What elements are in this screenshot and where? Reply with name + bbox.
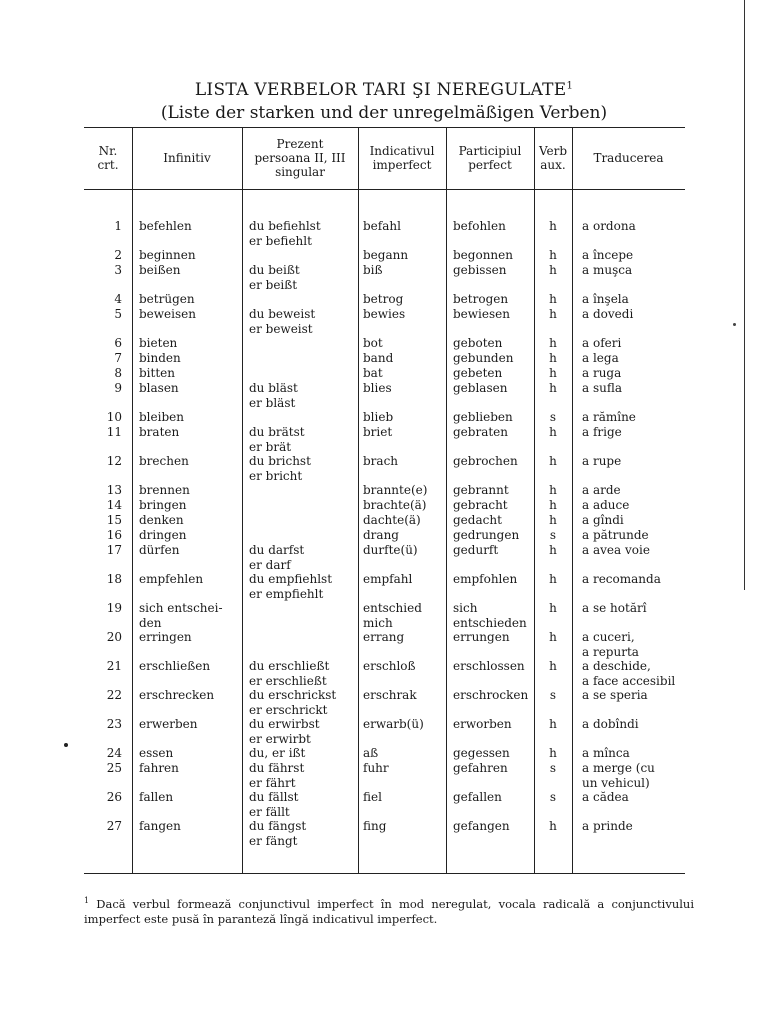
cell-nr: 9	[114, 381, 122, 395]
cell-traducerea: a dobîndi	[582, 717, 639, 731]
cell-participiu: gebraten	[453, 425, 509, 439]
header-rule	[84, 189, 685, 190]
cell-participiu: sich entschieden	[453, 601, 527, 630]
cell-prezent: du brätst er brät	[249, 425, 305, 454]
cell-infinitiv: fangen	[139, 819, 181, 833]
cell-nr: 11	[106, 425, 122, 439]
cell-verb-aux: h	[549, 351, 557, 365]
cell-traducerea: a ruga	[582, 366, 622, 380]
header-nr: Nr. crt.	[97, 144, 119, 172]
cell-infinitiv: bieten	[139, 336, 178, 350]
cell-imperfect: begann	[363, 248, 409, 262]
cell-prezent: du fängst er fängt	[249, 819, 307, 848]
cell-nr: 18	[106, 572, 122, 586]
cell-infinitiv: bringen	[139, 498, 187, 512]
cell-prezent: du beweist er beweist	[249, 307, 316, 336]
cell-infinitiv: sich entschei- den	[139, 601, 223, 630]
cell-prezent: du fällst er fällt	[249, 790, 299, 819]
cell-imperfect: aß	[363, 746, 379, 760]
cell-prezent: du empfiehlst er empfiehlt	[249, 572, 333, 601]
cell-infinitiv: essen	[139, 746, 174, 760]
cell-nr: 10	[106, 410, 122, 424]
cell-participiu: gegessen	[453, 746, 510, 760]
cell-imperfect: blieb	[363, 410, 394, 424]
cell-imperfect: bat	[363, 366, 383, 380]
cell-verb-aux: h	[549, 601, 557, 615]
cell-verb-aux: h	[549, 307, 557, 321]
column-rule	[242, 127, 243, 874]
cell-participiu: gebracht	[453, 498, 508, 512]
cell-traducerea: a gîndi	[582, 513, 624, 527]
cell-imperfect: dachte(ä)	[363, 513, 421, 527]
cell-participiu: gefahren	[453, 761, 508, 775]
cell-traducerea: a sufla	[582, 381, 623, 395]
cell-prezent: du darfst er darf	[249, 543, 305, 572]
cell-verb-aux: h	[549, 263, 557, 277]
cell-participiu: gebrannt	[453, 483, 509, 497]
cell-nr: 14	[106, 498, 122, 512]
cell-infinitiv: beginnen	[139, 248, 196, 262]
cell-imperfect: band	[363, 351, 394, 365]
cell-infinitiv: fahren	[139, 761, 179, 775]
cell-participiu: gefangen	[453, 819, 510, 833]
cell-prezent: du erschließt er erschließt	[249, 659, 330, 688]
page-subtitle: (Liste der starken und der unregelmäßigen Verben)	[160, 103, 608, 123]
column-rule	[358, 127, 359, 874]
cell-infinitiv: erwerben	[139, 717, 198, 731]
cell-participiu: geboten	[453, 336, 503, 350]
cell-verb-aux: h	[549, 659, 557, 673]
cell-prezent: du bläst er bläst	[249, 381, 298, 410]
cell-infinitiv: betrügen	[139, 292, 195, 306]
cell-traducerea: a mînca	[582, 746, 630, 760]
cell-traducerea: a dovedi	[582, 307, 634, 321]
cell-verb-aux: h	[549, 746, 557, 760]
verb-table	[84, 127, 685, 874]
footnote-text: Dacă verbul formează conjunctivul imperfect în mod neregulat, vocala radicală a conjunctivului imperfect este pusă în paranteză lîngă indicativul imperfect.	[84, 896, 694, 926]
page-edge-mark	[733, 323, 736, 326]
cell-traducerea: a pătrunde	[582, 528, 649, 542]
cell-traducerea: a merge (cu un vehicul)	[582, 761, 655, 790]
cell-infinitiv: erschrecken	[139, 688, 215, 702]
cell-verb-aux: h	[549, 381, 557, 395]
cell-verb-aux: h	[549, 630, 557, 644]
cell-participiu: geblasen	[453, 381, 508, 395]
cell-imperfect: bot	[363, 336, 383, 350]
cell-traducerea: a cădea	[582, 790, 629, 804]
cell-nr: 13	[106, 483, 122, 497]
cell-verb-aux: h	[549, 819, 557, 833]
cell-prezent: du erwirbst er erwirbt	[249, 717, 320, 746]
cell-nr: 4	[114, 292, 122, 306]
cell-participiu: bewiesen	[453, 307, 510, 321]
cell-imperfect: entschied mich	[363, 601, 422, 630]
title-footnote-mark: 1	[566, 80, 574, 92]
footnote	[84, 893, 694, 927]
cell-verb-aux: s	[549, 790, 557, 804]
cell-nr: 19	[106, 601, 122, 615]
cell-participiu: gedurft	[453, 543, 499, 557]
cell-infinitiv: dürfen	[139, 543, 180, 557]
cell-verb-aux: h	[549, 454, 557, 468]
cell-imperfect: durfte(ü)	[363, 543, 418, 557]
cell-traducerea: a avea voie	[582, 543, 650, 557]
cell-imperfect: briet	[363, 425, 393, 439]
cell-nr: 8	[114, 366, 122, 380]
cell-nr: 7	[114, 351, 122, 365]
header-verb-aux: Verb aux.	[538, 144, 568, 172]
cell-prezent: du brichst er bricht	[249, 454, 311, 483]
cell-nr: 22	[106, 688, 122, 702]
cell-verb-aux: h	[549, 572, 557, 586]
cell-nr: 26	[106, 790, 122, 804]
cell-traducerea: a arde	[582, 483, 621, 497]
cell-nr: 6	[114, 336, 122, 350]
cell-verb-aux: h	[549, 248, 557, 262]
cell-nr: 1	[114, 219, 122, 233]
cell-verb-aux: h	[549, 219, 557, 233]
cell-imperfect: brannte(e)	[363, 483, 428, 497]
cell-traducerea: a recomanda	[582, 572, 661, 586]
cell-verb-aux: h	[549, 483, 557, 497]
cell-verb-aux: s	[549, 528, 557, 542]
cell-imperfect: erschloß	[363, 659, 416, 673]
cell-participiu: gedrungen	[453, 528, 520, 542]
cell-prezent: du, er ißt	[249, 746, 306, 760]
cell-traducerea: a ordona	[582, 219, 636, 233]
cell-infinitiv: denken	[139, 513, 184, 527]
cell-traducerea: a rămîne	[582, 410, 636, 424]
cell-nr: 15	[106, 513, 122, 527]
cell-imperfect: fuhr	[363, 761, 389, 775]
cell-nr: 24	[106, 746, 122, 760]
cell-nr: 2	[114, 248, 122, 262]
cell-participiu: begonnen	[453, 248, 513, 262]
cell-imperfect: fiel	[363, 790, 382, 804]
footnote-mark: 1	[84, 896, 90, 905]
cell-infinitiv: empfehlen	[139, 572, 204, 586]
cell-traducerea: a înşela	[582, 292, 629, 306]
cell-verb-aux: h	[549, 498, 557, 512]
cell-imperfect: biß	[363, 263, 383, 277]
cell-verb-aux: h	[549, 292, 557, 306]
cell-traducerea: a deschide, a face accesibil	[582, 659, 676, 688]
cell-infinitiv: beweisen	[139, 307, 196, 321]
cell-participiu: betrogen	[453, 292, 509, 306]
cell-traducerea: a rupe	[582, 454, 622, 468]
cell-infinitiv: befehlen	[139, 219, 192, 233]
cell-infinitiv: erschließen	[139, 659, 211, 673]
cell-participiu: geblieben	[453, 410, 513, 424]
column-rule	[572, 127, 573, 874]
cell-nr: 5	[114, 307, 122, 321]
cell-participiu: gebrochen	[453, 454, 518, 468]
cell-traducerea: a frige	[582, 425, 622, 439]
cell-imperfect: blies	[363, 381, 392, 395]
cell-nr: 20	[106, 630, 122, 644]
cell-infinitiv: dringen	[139, 528, 187, 542]
cell-prezent: du erschrickst er erschrickt	[249, 688, 337, 717]
cell-traducerea: a prinde	[582, 819, 633, 833]
cell-participiu: gedacht	[453, 513, 502, 527]
cell-verb-aux: h	[549, 336, 557, 350]
cell-nr: 17	[106, 543, 122, 557]
cell-nr: 21	[106, 659, 122, 673]
cell-imperfect: befahl	[363, 219, 401, 233]
margin-mark	[64, 743, 68, 747]
cell-participiu: gebunden	[453, 351, 514, 365]
cell-participiu: gebeten	[453, 366, 503, 380]
cell-traducerea: a aduce	[582, 498, 630, 512]
cell-imperfect: drang	[363, 528, 399, 542]
cell-prezent: du befiehlst er befiehlt	[249, 219, 321, 248]
cell-infinitiv: erringen	[139, 630, 192, 644]
cell-infinitiv: fallen	[139, 790, 174, 804]
cell-participiu: empfohlen	[453, 572, 518, 586]
cell-traducerea: a muşca	[582, 263, 633, 277]
cell-traducerea: a oferi	[582, 336, 622, 350]
cell-traducerea: a cuceri, a repurta	[582, 630, 639, 659]
header-prezent: Prezent persoana II, III singular	[254, 137, 346, 179]
cell-verb-aux: h	[549, 513, 557, 527]
cell-nr: 25	[106, 761, 122, 775]
table-bottom-rule	[84, 873, 685, 874]
cell-infinitiv: bitten	[139, 366, 175, 380]
cell-infinitiv: brennen	[139, 483, 190, 497]
cell-infinitiv: beißen	[139, 263, 181, 277]
cell-imperfect: errang	[363, 630, 405, 644]
cell-infinitiv: bleiben	[139, 410, 184, 424]
cell-verb-aux: s	[549, 761, 557, 775]
cell-verb-aux: h	[549, 543, 557, 557]
cell-infinitiv: brechen	[139, 454, 189, 468]
cell-verb-aux: s	[549, 688, 557, 702]
page-title: LISTA VERBELOR TARI ŞI NEREGULATE$^1$	[194, 80, 574, 100]
header-imperfect: Indicativul imperfect	[369, 144, 435, 172]
cell-infinitiv: binden	[139, 351, 181, 365]
cell-participiu: gefallen	[453, 790, 502, 804]
cell-participiu: gebissen	[453, 263, 507, 277]
cell-imperfect: brach	[363, 454, 399, 468]
cell-imperfect: erwarb(ü)	[363, 717, 424, 731]
column-rule	[446, 127, 447, 874]
cell-imperfect: erschrak	[363, 688, 417, 702]
header-infinitiv: Infinitiv	[163, 151, 211, 165]
cell-traducerea: a se speria	[582, 688, 648, 702]
cell-imperfect: fing	[363, 819, 387, 833]
cell-verb-aux: h	[549, 425, 557, 439]
cell-traducerea: a începe	[582, 248, 634, 262]
cell-nr: 27	[106, 819, 122, 833]
cell-participiu: erschrocken	[453, 688, 529, 702]
cell-verb-aux: h	[549, 717, 557, 731]
cell-prezent: du beißt er beißt	[249, 263, 300, 292]
cell-participiu: errungen	[453, 630, 510, 644]
cell-nr: 23	[106, 717, 122, 731]
header-traducerea: Traducerea	[593, 151, 664, 165]
cell-verb-aux: s	[549, 410, 557, 424]
cell-nr: 12	[106, 454, 122, 468]
cell-imperfect: brachte(ä)	[363, 498, 427, 512]
cell-infinitiv: blasen	[139, 381, 179, 395]
cell-traducerea: a lega	[582, 351, 619, 365]
cell-participiu: erschlossen	[453, 659, 525, 673]
cell-nr: 3	[114, 263, 122, 277]
cell-traducerea: a se hotărî	[582, 601, 647, 615]
cell-imperfect: empfahl	[363, 572, 413, 586]
column-rule	[132, 127, 133, 874]
column-rule	[534, 127, 535, 874]
cell-participiu: erworben	[453, 717, 512, 731]
cell-imperfect: bewies	[363, 307, 406, 321]
cell-verb-aux: h	[549, 366, 557, 380]
header-participiu: Participiul perfect	[458, 144, 522, 172]
cell-imperfect: betrog	[363, 292, 404, 306]
cell-nr: 16	[106, 528, 122, 542]
cell-prezent: du fährst er fährt	[249, 761, 305, 790]
cell-infinitiv: braten	[139, 425, 180, 439]
cell-participiu: befohlen	[453, 219, 506, 233]
